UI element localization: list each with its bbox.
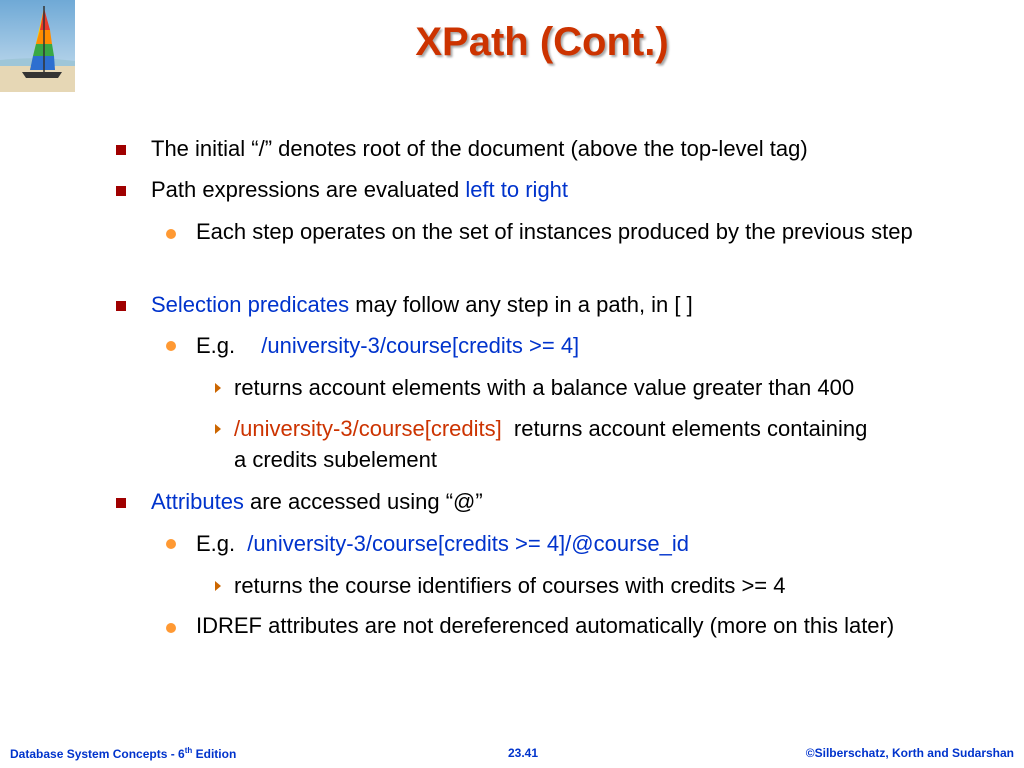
slide-title: XPath (Cont.) [415,20,669,64]
sub-bullet-text [196,529,689,559]
xpath-example: /university-3/course[credits >= 4]/@course_id [247,531,690,556]
sub-sub-bullet-text-line2: a credits subelement [234,447,437,472]
bullet-highlight: Selection predicates [151,292,350,317]
sub-bullet-text: IDREF attributes are not dereferenced automatically (more on this later) [196,613,895,638]
arrow-bullet-icon [215,383,221,393]
square-bullet-icon [116,301,126,311]
round-bullet-icon [166,539,176,549]
slide-footer [0,740,1024,768]
footer-page-number: 23.41 [508,746,539,760]
xpath-example: /university-3/course[credits] [234,416,502,441]
sub-sub-bullet-text [234,414,867,444]
square-bullet-icon [116,498,126,508]
sub-bullet-text [196,331,579,361]
sub-sub-bullet-text: returns the course identifiers of courses with credits >= 4 [234,573,786,598]
bullet-text [151,175,568,205]
square-bullet-icon [116,145,126,155]
footer-book-title [10,746,236,761]
arrow-bullet-icon [215,424,221,434]
round-bullet-icon [166,341,176,351]
footer-book-title-end: Edition [192,747,237,761]
sub-sub-bullet-text: returns account elements with a balance value greater than 400 [234,375,855,400]
bullet-text-suffix: are accessed using “@” [243,489,483,514]
round-bullet-icon [166,623,176,633]
example-prefix: E.g. [196,531,242,556]
footer-copyright: ©Silberschatz, Korth and Sudarshan [805,746,1014,760]
footer-book-title-main: Database System Concepts - 6 [10,747,185,761]
bullet-highlight: Attributes [151,489,244,514]
xpath-example: /university-3/course[credits >= 4] [261,333,580,358]
bullet-highlight: left to right [465,177,569,202]
bullet-text-suffix: may follow any step in a path, in [ ] [349,292,693,317]
example-prefix: E.g. [196,333,242,358]
round-bullet-icon [166,229,176,239]
arrow-bullet-icon [215,581,221,591]
square-bullet-icon [116,186,126,196]
bullet-text [151,487,483,517]
bullet-text [151,290,693,320]
bullet-text: The initial “/” denotes root of the document (above the top-level tag) [151,136,808,161]
sub-sub-bullet-text-line1: returns account elements containing [507,416,868,441]
footer-book-title-sup: th [184,746,193,755]
sub-bullet-text: Each step operates on the set of instances produced by the previous step [196,219,913,244]
bullet-text-prefix: Path expressions are evaluated [151,177,466,202]
